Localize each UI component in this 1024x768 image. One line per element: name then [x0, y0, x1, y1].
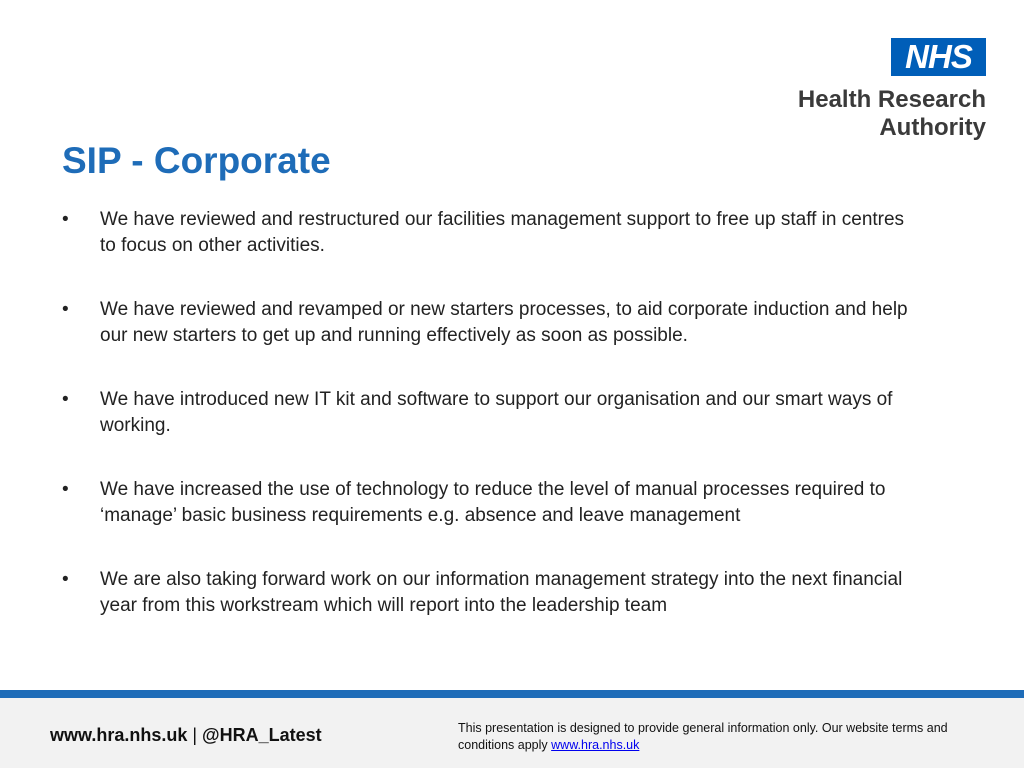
org-name-line1: Health Research	[797, 86, 986, 113]
footer-website: www.hra.nhs.uk	[50, 725, 188, 745]
bullet-item	[62, 297, 912, 349]
nhs-logo-box: NHS	[891, 38, 986, 76]
footer-divider-bar	[0, 690, 1024, 698]
bullet-marker: •	[62, 569, 69, 590]
bullet-item	[62, 567, 912, 619]
bullet-item	[62, 477, 912, 529]
bullet-text: We have reviewed and revamped or new starters processes, to aid corporate induction and help our new starters to get up and running effectively as soon as possible.	[100, 299, 908, 346]
bullet-item	[62, 387, 912, 439]
nhs-hra-logo	[780, 38, 986, 142]
footer-contact	[50, 725, 322, 746]
footer-twitter-handle: @HRA_Latest	[202, 725, 322, 745]
website-link[interactable]: www.hra.nhs.uk	[551, 738, 640, 752]
bullet-marker: •	[62, 389, 69, 410]
slide-title: SIP - Corporate	[62, 140, 331, 181]
bullet-text: We have increased the use of technology to reduce the level of manual processes required to ‘manage’ basic business requirements e.g. absence and leave management	[100, 479, 886, 526]
bullet-list	[62, 207, 912, 619]
footer-disclaimer	[458, 720, 998, 754]
org-name	[780, 86, 986, 142]
bullet-text: We have reviewed and restructured our facilities management support to free up staff in centres to focus on other activities.	[100, 209, 905, 256]
footer-separator: |	[187, 725, 203, 745]
disclaimer-text: This presentation is designed to provide general information only. Our website terms and conditions apply	[458, 721, 948, 752]
bullet-text: We are also taking forward work on our information management strategy into the next financial year from this workstream which will report into the leadership team	[100, 569, 903, 616]
bullet-marker: •	[62, 479, 69, 500]
bullet-item	[62, 207, 912, 259]
org-name-line2: Authority	[879, 114, 986, 141]
bullet-text: We have introduced new IT kit and software to support our organisation and our smart ways of working.	[100, 389, 893, 436]
bullet-marker: •	[62, 299, 69, 320]
footer	[0, 698, 1024, 768]
bullet-marker: •	[62, 209, 69, 230]
